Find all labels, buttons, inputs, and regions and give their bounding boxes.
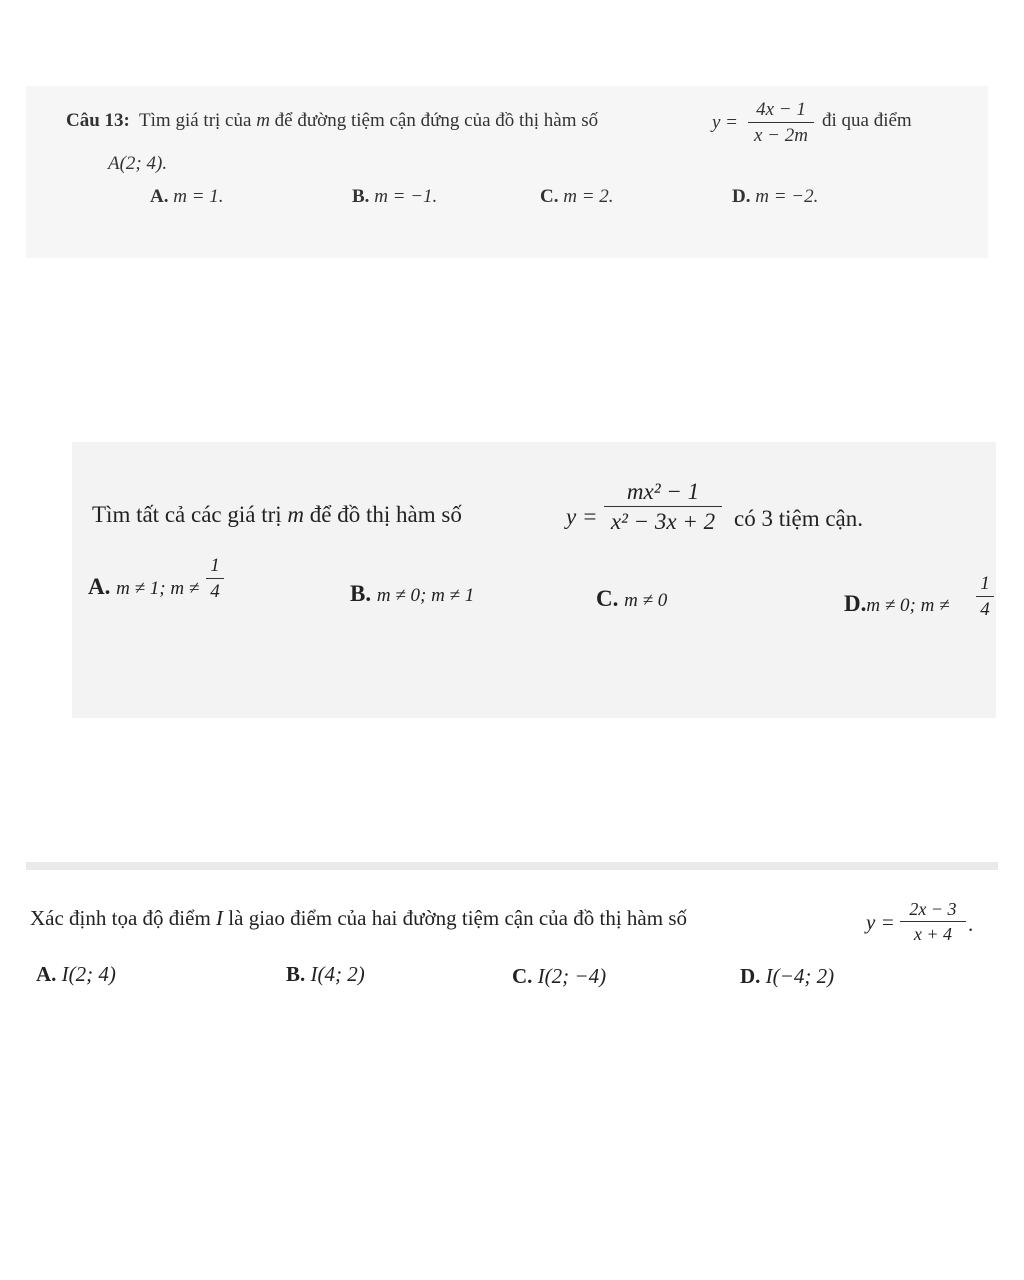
q2-option-d-fraction xyxy=(976,574,994,619)
q2-frac-num: mx² − 1 xyxy=(626,479,700,504)
q13-option-d-label: D. xyxy=(732,186,751,207)
q3-y-eq: y = xyxy=(866,910,895,934)
q2-option-b-label: B. xyxy=(350,581,372,606)
q13-option-b-label: B. xyxy=(352,186,370,207)
q13-frac-num: 4x − 1 xyxy=(756,99,806,120)
q3-frac-num: 2x − 3 xyxy=(909,899,957,919)
q13-point: A(2; 4). xyxy=(108,153,168,174)
q2-option-d-label: D. xyxy=(844,591,867,616)
q3-option-d-label: D. xyxy=(740,964,761,988)
q3-period: . xyxy=(968,912,974,936)
q13-var-m: m xyxy=(256,110,270,131)
q3-var-i: I xyxy=(216,906,224,930)
q13-option-a-label: A. xyxy=(150,186,169,207)
q13-frac-bar xyxy=(748,122,814,123)
q2-option-d-value: m ≠ 0; m ≠ xyxy=(866,595,950,616)
q2-y-eq: y = xyxy=(566,504,598,529)
q2-text-after: có 3 tiệm cận. xyxy=(734,506,864,531)
q13-option-d xyxy=(732,186,818,208)
q3-frac-bar xyxy=(900,921,966,922)
q13-text-before: Tìm giá trị của xyxy=(139,110,252,131)
q2-option-a-frac-den: 4 xyxy=(210,581,220,602)
q2-stem xyxy=(92,502,462,528)
q2-option-d-frac-num: 1 xyxy=(980,573,990,594)
q13-option-c xyxy=(540,186,614,208)
q13-option-c-value: m = 2. xyxy=(563,186,614,207)
q2-option-c-label: C. xyxy=(596,586,619,611)
q3-option-a-value: I(2; 4) xyxy=(61,962,116,986)
q2-fraction xyxy=(604,480,722,533)
q3-option-b-value: I(4; 2) xyxy=(310,962,365,986)
q3-stem xyxy=(30,906,687,931)
q3-option-c xyxy=(512,964,606,989)
q13-option-a-value: m = 1. xyxy=(173,186,224,207)
q2-option-a xyxy=(88,574,199,600)
q13-option-a xyxy=(150,186,224,208)
q13-y-eq: y = xyxy=(712,112,739,133)
q2-option-a-frac-num: 1 xyxy=(210,555,220,576)
q13-option-d-value: m = −2. xyxy=(755,186,819,207)
q2-var-m: m xyxy=(287,502,305,527)
q2-option-b xyxy=(350,581,474,607)
q13-frac-den: x − 2m xyxy=(754,125,808,146)
q13-option-c-label: C. xyxy=(540,186,559,207)
q3-text-mid: là giao điểm của hai đường tiệm cận của đồ thị hàm số xyxy=(228,906,687,930)
q2-frac-bar xyxy=(604,506,722,507)
q3-option-d-value: I(−4; 2) xyxy=(765,964,835,988)
q2-option-c-value: m ≠ 0 xyxy=(624,590,668,611)
q13-text-after: đi qua điểm xyxy=(822,110,912,131)
q2-option-c xyxy=(596,586,667,612)
q3-option-c-value: I(2; −4) xyxy=(537,964,607,988)
q2-text-mid: để đồ thị hàm số xyxy=(309,502,462,527)
q13-option-b xyxy=(352,186,437,208)
q3-option-d xyxy=(740,964,834,989)
q2-option-d-frac-bar xyxy=(976,596,994,597)
q2-option-d xyxy=(844,591,950,617)
section-divider xyxy=(26,862,998,870)
q2-option-a-frac-bar xyxy=(206,578,224,579)
q3-text-before: Xác định tọa độ điểm xyxy=(30,906,211,930)
q2-option-b-value: m ≠ 0; m ≠ 1 xyxy=(376,585,475,606)
q13-text-mid: để đường tiệm cận đứng của đồ thị hàm số xyxy=(274,110,599,131)
q3-option-c-label: C. xyxy=(512,964,533,988)
q2-option-a-fraction xyxy=(206,556,224,601)
q13-option-b-value: m = −1. xyxy=(374,186,438,207)
q13-fraction xyxy=(748,100,814,145)
q13-label: Câu 13: xyxy=(66,110,130,131)
q3-fraction xyxy=(900,900,966,943)
q2-option-a-label: A. xyxy=(88,574,111,599)
q3-option-b-label: B. xyxy=(286,962,306,986)
q2-option-a-value: m ≠ 1; m ≠ xyxy=(116,578,200,599)
q2-option-d-frac-den: 4 xyxy=(980,599,990,620)
q3-option-b xyxy=(286,962,365,987)
q2-text-before: Tìm tất cả các giá trị xyxy=(92,502,282,527)
q3-option-a-label: A. xyxy=(36,962,57,986)
q13-stem-line1 xyxy=(66,110,598,132)
q3-frac-den: x + 4 xyxy=(913,924,953,944)
q2-frac-den: x² − 3x + 2 xyxy=(610,509,716,534)
q3-option-a xyxy=(36,962,116,987)
